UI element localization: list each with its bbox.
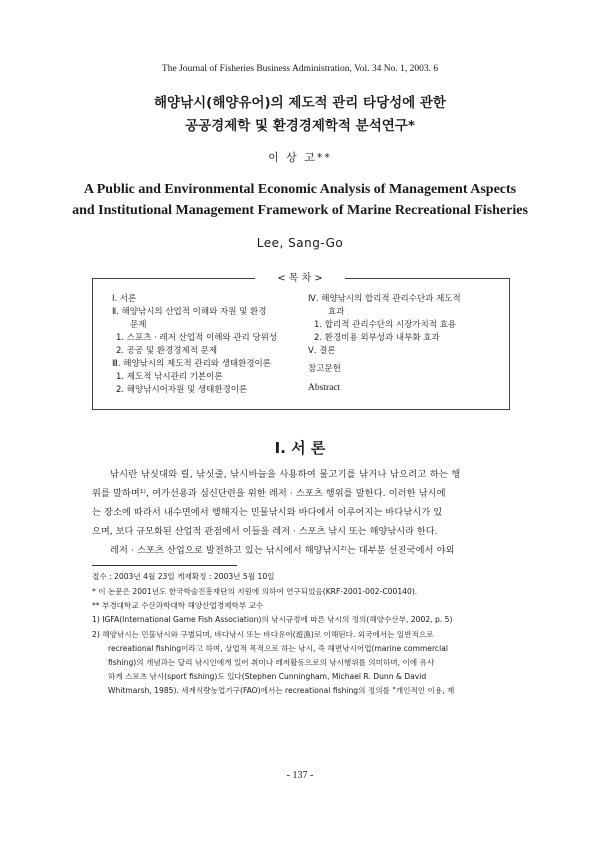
body-paragraph-line: 으며, 보다 규모화된 산업적 관점에서 이들을 레저 · 스포츠 낚시 또는 해양낚시라 한다. bbox=[92, 526, 438, 537]
toc-item: Ⅲ. 해양낚시의 제도적 관리와 생태환경이론 bbox=[112, 359, 271, 369]
body-paragraph-line: 위를 말하며¹⁾, 여가선용과 심신단련을 위한 레저 · 스포츠 행위를 말한다. 이러한 낚시에 bbox=[92, 488, 446, 499]
footnote-2-line: Whitmarsh, 1985). 세계식량농업기구(FAO)에서는 recreational fishing의 정의를 "개인적인 이용, 재 bbox=[108, 686, 455, 695]
page-number: - 137 - bbox=[286, 770, 314, 781]
body-paragraph-line: 낚시란 낚싯대와 릴, 낚싯줄, 낚시바늘을 사용하여 물고기를 낚거나 낚으려고 하는 행 bbox=[110, 469, 461, 480]
footnote-1: 1) IGFA(International Game Fish Association)의 낚시규정에 따른 낚시의 정의(해양수산부, 2002, p. 5) bbox=[92, 615, 453, 624]
toc-item: 2. 해양낚시어자원 및 생태환경이론 bbox=[116, 385, 248, 395]
toc-item: 1. 제도적 낚시관리 기본이론 bbox=[116, 372, 223, 382]
toc-heading: < 목 차 > bbox=[255, 269, 345, 284]
toc-item: 효과 bbox=[328, 307, 345, 317]
toc-item: Ⅰ. 서론 bbox=[112, 294, 137, 304]
body-paragraph-line: 는 장소에 따라서 내수면에서 행해지는 민물낚시와 바다에서 이루어지는 바다낚시가 있 bbox=[92, 507, 443, 518]
footnote-2-line: recreational fishing이라고 하며, 상업적 목적으로 하는 낚시, 즉 해면낚시어업(marine commercial bbox=[108, 644, 448, 653]
footnote-2-line: fishing)의 개념과는 달리 낚시인에게 있어 취미나 레저활동으로의 낚시행위를 의미하며, 이에 유사 bbox=[108, 658, 435, 667]
toc-item: 참고문헌 bbox=[308, 364, 341, 374]
body-paragraph-line: 레저 · 스포츠 산업으로 발전하고 있는 낚시에서 해양낚시²⁾는 대부분 선진국에서 야외 bbox=[110, 545, 455, 556]
toc-item: 1. 합리적 관리수단의 시장가치적 효용 bbox=[314, 320, 457, 330]
korean-title-line-1: 해양낚시(해양유어)의 제도적 관리 타당성에 관한 bbox=[154, 95, 446, 111]
toc-item: 2. 공공 및 환경경제적 문제 bbox=[116, 346, 218, 356]
toc-item: Abstract bbox=[308, 383, 341, 393]
journal-header: The Journal of Fisheries Business Administration, Vol. 34 No. 1, 2003. 6 bbox=[161, 64, 439, 74]
footnote-star: * 이 논문은 2001년도 한국학술진흥재단의 지원에 의하여 연구되었음(KRF-2001-002-C00140). bbox=[92, 587, 418, 596]
toc-item: Ⅳ. 해양낚시의 합리적 관리수단과 제도적 bbox=[308, 294, 461, 304]
toc-item: 1. 스포츠 · 레저 산업적 이해와 관리 당위성 bbox=[116, 333, 278, 343]
footnote-2-line: 하게 스포츠 낚시(sport fishing)도 있다(Stephen Cunningham, Michael R. Dunn & David bbox=[108, 672, 427, 681]
author-korean: 이 상 고** bbox=[268, 151, 332, 164]
footnote-2-line: 2) 해양낚시는 민물낚시와 구별되며, 바다낚시 또는 바다유어(遊漁)로 이해된다. 외국에서는 일반적으로 bbox=[92, 630, 434, 639]
footnote-double-star: ** 부경대학교 수산과학대학 해양산업경제학부 교수 bbox=[92, 601, 264, 610]
english-title-line-1: A Public and Environmental Economic Analysis of Management Aspects bbox=[83, 182, 517, 197]
footnote-received: 접수 : 2003년 4월 23일 게재확정 : 2003년 5월 10일 bbox=[92, 572, 275, 581]
toc-item: Ⅱ. 해양낚시의 산업적 이해와 자원 및 환경 bbox=[112, 307, 267, 317]
footnote-rule bbox=[92, 565, 237, 566]
toc-item: 문제 bbox=[130, 320, 147, 330]
english-title-line-2: and Institutional Management Framework of Marine Recreational Fisheries bbox=[72, 203, 528, 218]
korean-title-line-2: 공공경제학 및 환경경제학적 분석연구* bbox=[185, 118, 415, 134]
section-title: Ⅰ. 서 론 bbox=[274, 439, 326, 457]
toc-item: 2. 환경비용 외부성과 내부화 효과 bbox=[314, 333, 440, 343]
author-english: Lee, Sang-Go bbox=[256, 236, 344, 250]
toc-item: Ⅴ. 결론 bbox=[308, 346, 336, 356]
